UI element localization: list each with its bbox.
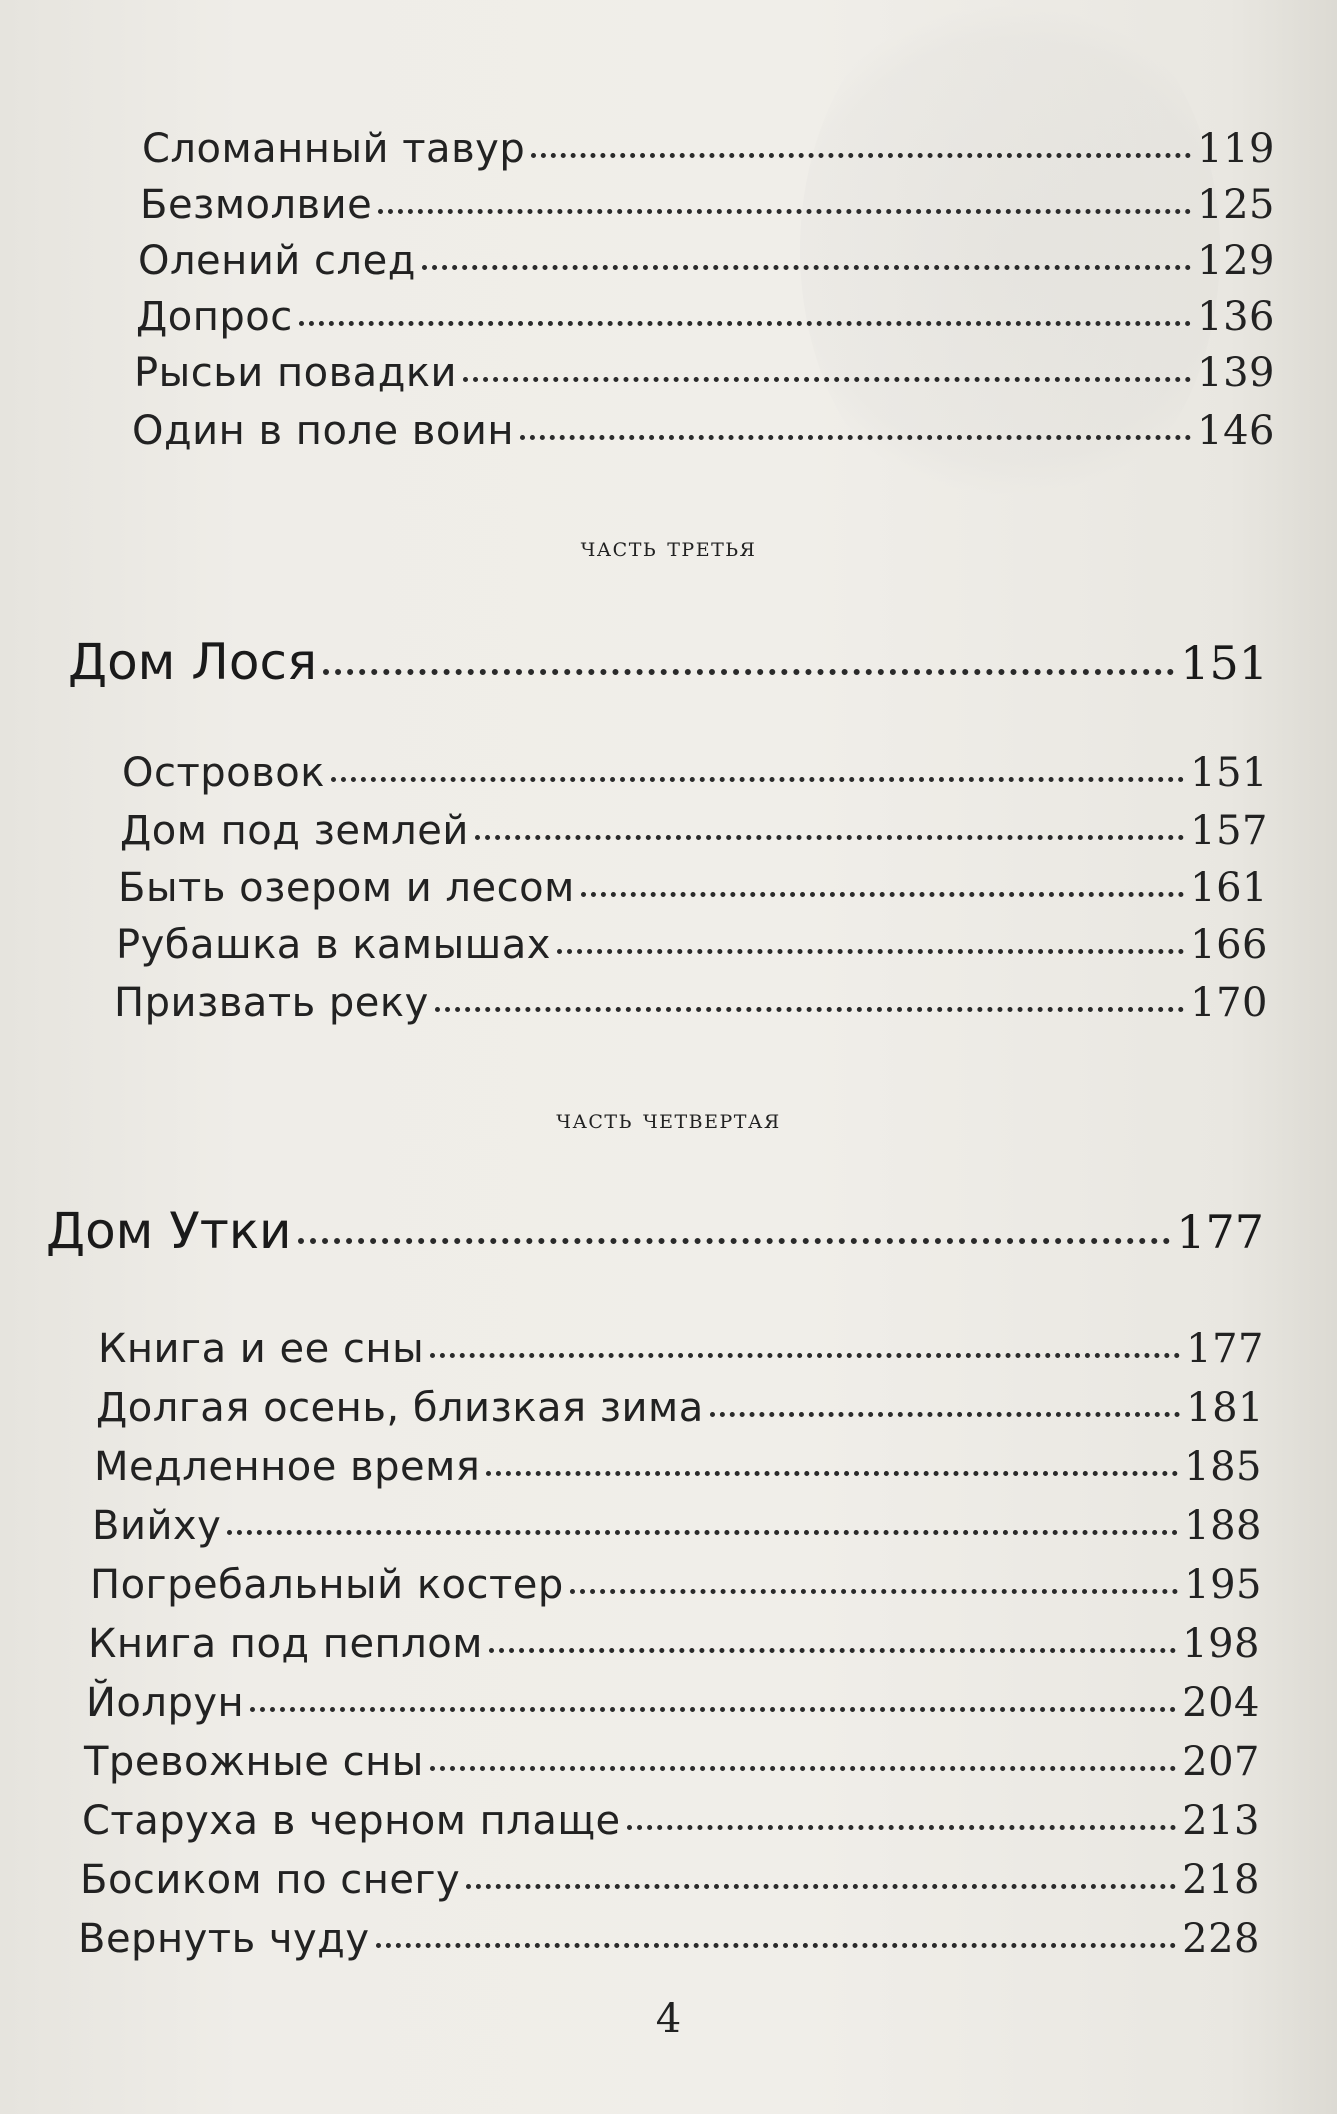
- toc-entry: [84, 1739, 1260, 1785]
- toc-entry-page: 170: [1190, 980, 1268, 1026]
- toc-entry-page: 161: [1190, 865, 1268, 911]
- toc-entry-title: Вийху: [92, 1503, 222, 1549]
- dot-leader: [430, 1766, 1176, 1771]
- toc-entry-page: 218: [1182, 1857, 1260, 1903]
- toc-entry-page: 146: [1197, 408, 1275, 454]
- toc-entry-page: 213: [1182, 1798, 1260, 1844]
- toc-entry: [82, 1798, 1260, 1844]
- toc-chapter-title: Дом Лося: [68, 633, 318, 691]
- toc-chapter-entry: [68, 633, 1268, 691]
- toc-entry: [138, 238, 1275, 284]
- toc-entry-page: 188: [1184, 1503, 1262, 1549]
- toc-entry-page: 195: [1184, 1562, 1262, 1608]
- toc-entry: [140, 182, 1275, 228]
- toc-entry: [80, 1857, 1260, 1903]
- toc-entry-title: Олений след: [138, 238, 416, 284]
- toc-entry-page: 198: [1182, 1621, 1260, 1667]
- dot-leader: [331, 777, 1184, 782]
- toc-entry-page: 151: [1190, 750, 1268, 796]
- toc-entry-page: 129: [1197, 238, 1275, 284]
- toc-entry-page: 177: [1186, 1326, 1264, 1372]
- toc-entry-page: 185: [1184, 1444, 1262, 1490]
- dot-leader: [710, 1412, 1180, 1417]
- dot-leader: [531, 153, 1191, 158]
- dot-leader: [323, 669, 1174, 675]
- toc-entry-title: Старуха в черном плаще: [82, 1798, 621, 1844]
- dot-leader: [298, 1238, 1171, 1244]
- toc-entry-title: Сломанный тавур: [142, 126, 526, 172]
- toc-entry-page: 207: [1182, 1739, 1260, 1785]
- toc-entry-title: Босиком по снегу: [80, 1857, 461, 1903]
- toc-entry: [136, 294, 1275, 340]
- toc-chapter-entry: [46, 1202, 1264, 1260]
- dot-leader: [463, 377, 1191, 382]
- toc-entry-title: Допрос: [136, 294, 293, 340]
- toc-entry: [122, 750, 1268, 796]
- toc-entry: [134, 350, 1275, 396]
- toc-entry-title: Один в поле воин: [132, 408, 515, 454]
- toc-entry-page: 139: [1197, 350, 1275, 396]
- toc-entry: [92, 1503, 1262, 1549]
- dot-leader: [430, 1353, 1180, 1358]
- toc-entry: [88, 1621, 1260, 1667]
- part-heading: часть четвертая: [556, 1104, 781, 1135]
- toc-entry-title: Островок: [122, 750, 325, 796]
- dot-leader: [486, 1471, 1178, 1476]
- toc-entry: [96, 1385, 1264, 1431]
- toc-entry: [132, 408, 1275, 454]
- toc-entry-title: Дом под землей: [120, 808, 469, 854]
- toc-entry: [78, 1916, 1260, 1962]
- toc-entry-title: Призвать реку: [114, 980, 429, 1026]
- dot-leader: [299, 321, 1191, 326]
- toc-entry: [118, 865, 1268, 911]
- dot-leader: [250, 1707, 1176, 1712]
- toc-entry-title: Безмолвие: [140, 182, 373, 228]
- dot-leader: [435, 1007, 1184, 1012]
- toc-entry: [120, 808, 1268, 854]
- toc-entry: [90, 1562, 1262, 1608]
- part-heading: часть третья: [580, 532, 757, 563]
- toc-entry-page: 204: [1182, 1680, 1260, 1726]
- dot-leader: [422, 265, 1191, 270]
- toc-entry-title: Долгая осень, близкая зима: [96, 1385, 704, 1431]
- toc-entry-page: 136: [1197, 294, 1275, 340]
- toc-entry: [98, 1326, 1264, 1372]
- toc-entry-page: 166: [1190, 922, 1268, 968]
- dot-leader: [581, 892, 1184, 897]
- dot-leader: [627, 1825, 1176, 1830]
- toc-entry-title: Медленное время: [94, 1444, 481, 1490]
- dot-leader: [376, 1943, 1177, 1948]
- dot-leader: [520, 435, 1191, 440]
- toc-entry-title: Быть озером и лесом: [118, 865, 575, 911]
- dot-leader: [378, 209, 1191, 214]
- toc-entry-page: 228: [1182, 1916, 1260, 1962]
- toc-entry-page: 181: [1186, 1385, 1264, 1431]
- toc-entry-title: Йолрун: [86, 1680, 245, 1726]
- toc-chapter-page: 151: [1180, 636, 1268, 690]
- dot-leader: [489, 1648, 1176, 1653]
- toc-entry-title: Погребальный костер: [90, 1562, 564, 1608]
- toc-entry-page: 119: [1197, 126, 1275, 172]
- dot-leader: [570, 1589, 1178, 1594]
- toc-entry: [94, 1444, 1262, 1490]
- dot-leader: [557, 949, 1184, 954]
- toc-entry-title: Рубашка в камышах: [116, 922, 551, 968]
- toc-entry: [116, 922, 1268, 968]
- dot-leader: [475, 835, 1184, 840]
- toc-entry-title: Рысьи повадки: [134, 350, 458, 396]
- toc-entry: [114, 980, 1268, 1026]
- toc-chapter-title: Дом Утки: [46, 1202, 292, 1260]
- dot-leader: [227, 1530, 1178, 1535]
- toc-entry-title: Тревожные сны: [84, 1739, 424, 1785]
- page-number: 4: [655, 1996, 682, 2042]
- toc-entry-page: 125: [1197, 182, 1275, 228]
- dot-leader: [466, 1884, 1176, 1889]
- toc-entry: [86, 1680, 1260, 1726]
- toc-entry-page: 157: [1190, 808, 1268, 854]
- toc-entry-title: Книга и ее сны: [98, 1326, 425, 1372]
- toc-chapter-page: 177: [1176, 1205, 1264, 1259]
- toc-entry-title: Вернуть чуду: [78, 1916, 370, 1962]
- toc-entry: [142, 126, 1275, 172]
- toc-entry-title: Книга под пеплом: [88, 1621, 483, 1667]
